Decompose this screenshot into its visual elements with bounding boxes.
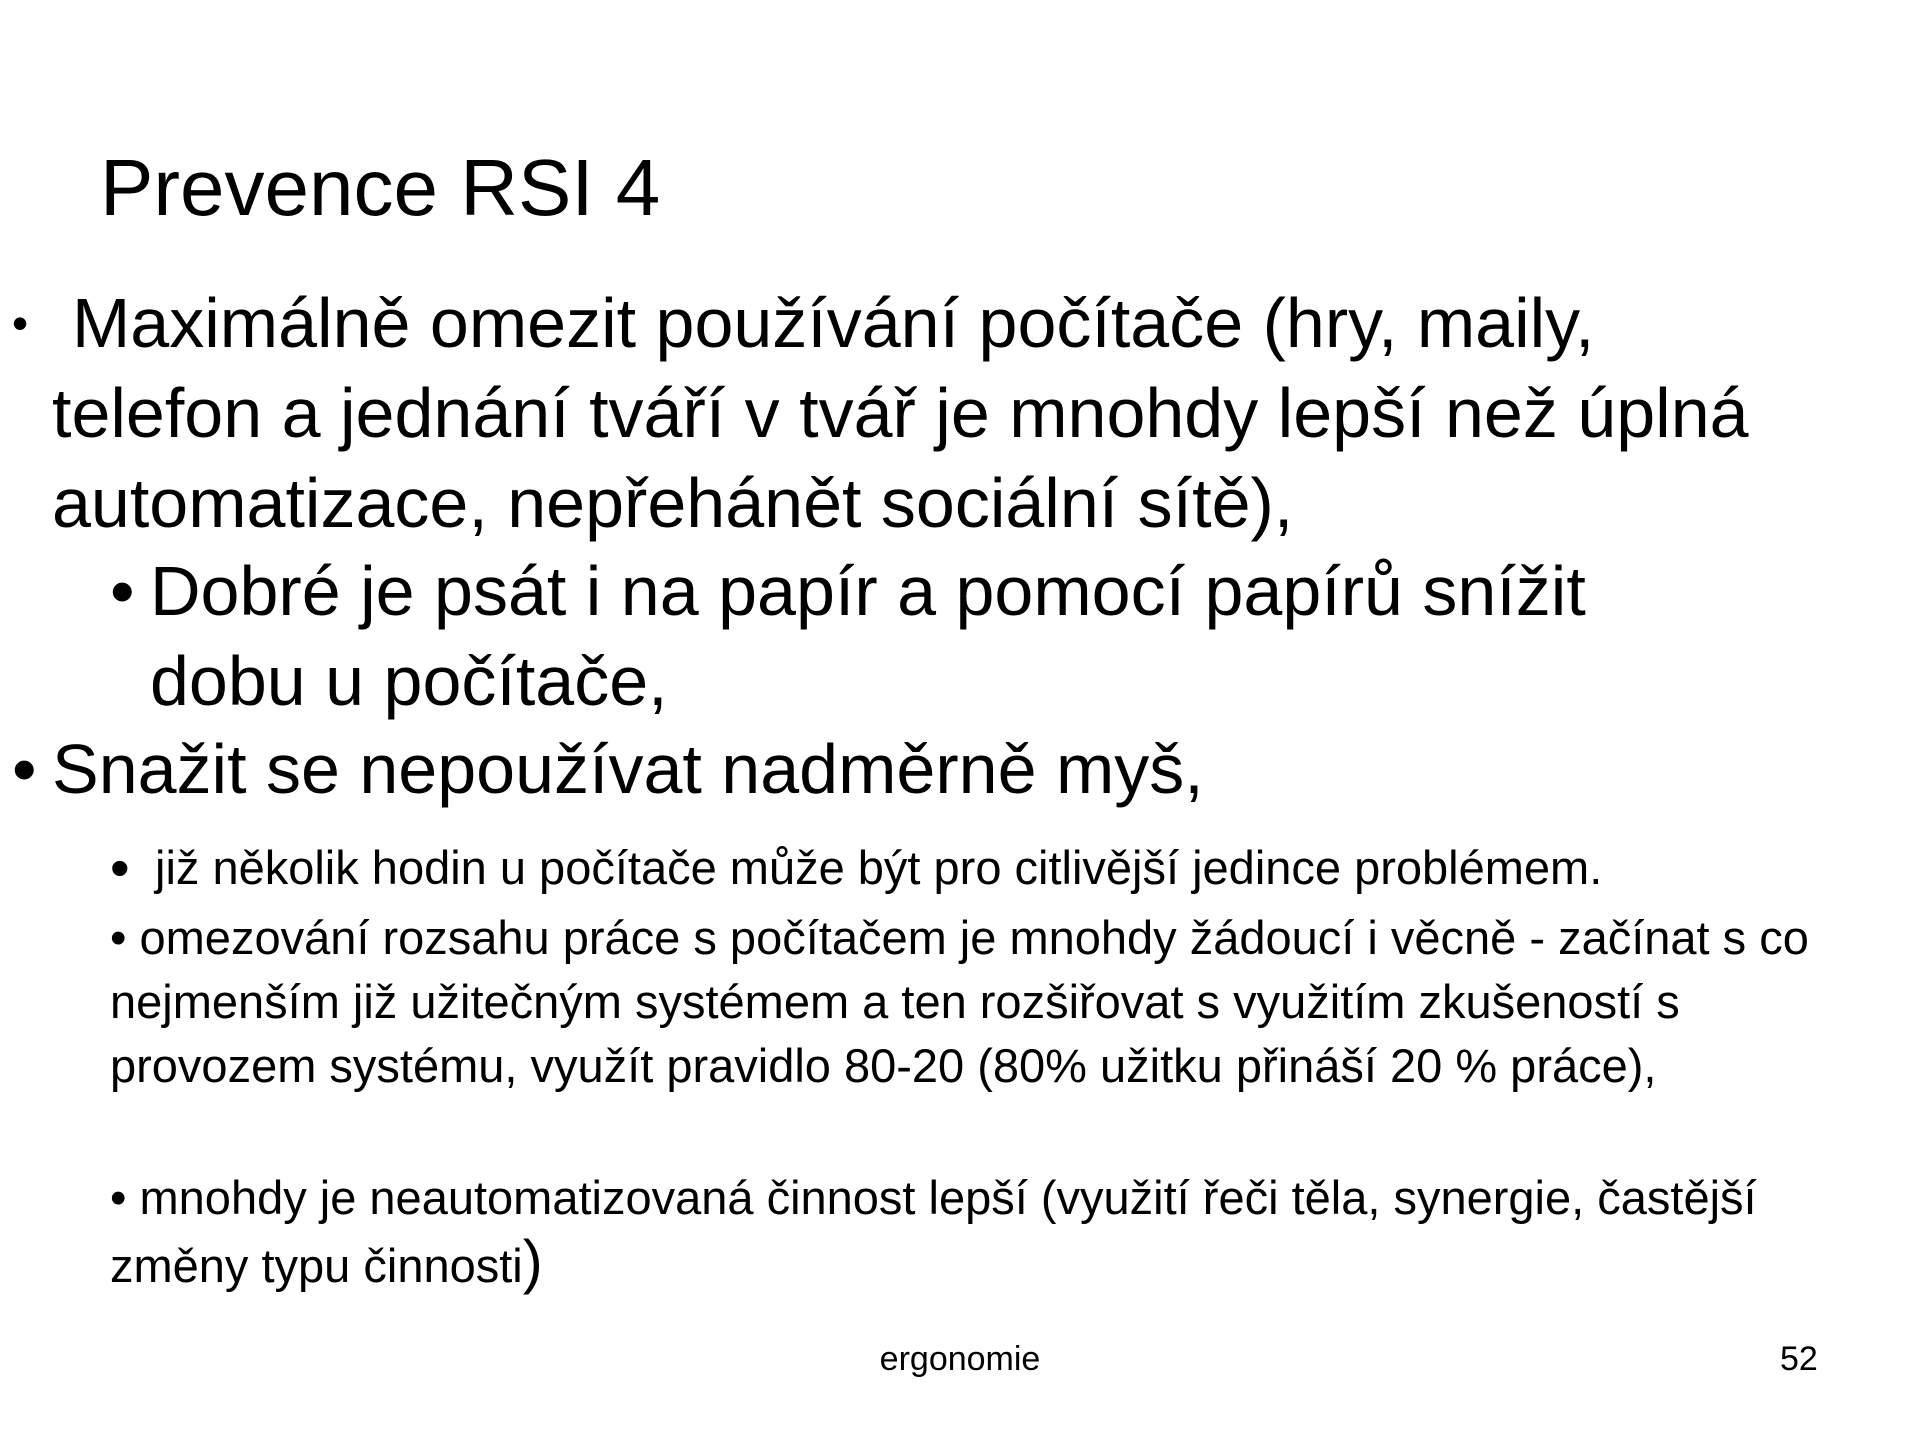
sub-paragraph-text: • mnohdy je neautomatizovaná činnost lepší (využití řeči těla, synergie, častější změny typu činnosti: [110, 1171, 1757, 1292]
sub-bullet-item: [110, 836, 1815, 899]
slide-title: Prevence RSI 4: [100, 143, 661, 232]
bullet-icon: •: [12, 730, 37, 808]
page-number: 52: [1780, 1340, 1818, 1378]
sub-bullet-item: [110, 546, 1750, 726]
sub-paragraph: [110, 1166, 1810, 1298]
sub-bullet-text: Dobré je psát i na papír a pomocí papírů snížit dobu u počítače,: [150, 552, 1586, 720]
bullet-text: Maximálně omezit používání počítače (hry, maily, telefon a jednání tváří v tvář je mnohdy lepší než úplná automatizace, nepřehánět sociální sítě),: [52, 284, 1749, 542]
bullet-icon: •: [110, 836, 130, 899]
bullet-icon: •: [12, 297, 29, 349]
closing-paren: ): [522, 1228, 543, 1295]
bullet-item: [12, 278, 1752, 548]
footer-label: ergonomie: [879, 1340, 1041, 1378]
bullet-icon: •: [110, 552, 135, 630]
bullet-item: [12, 724, 1752, 814]
sub-paragraph: • omezování rozsahu práce s počítačem je mnohdy žádoucí i věcně - začínat s co nejmenším již užitečným systémem a ten rozšiřovat s využitím zkušeností s provozem systému, využít pravidlo 80-20 (80% užitku přináší 20 % práce),: [110, 911, 1809, 1092]
sub-bullet-text: již několik hodin u počítače může být pro citlivější jedince problémem.: [155, 841, 1603, 894]
bullet-text: Snažit se nepoužívat nadměrně myš,: [52, 730, 1204, 808]
